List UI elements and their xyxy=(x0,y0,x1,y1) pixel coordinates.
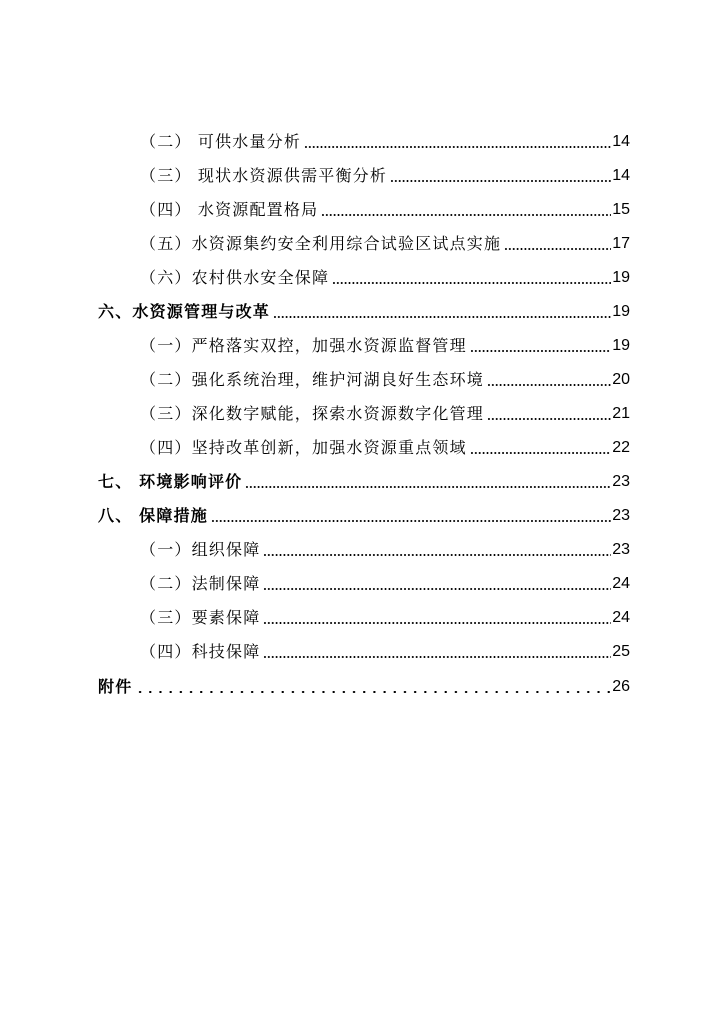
toc-entry-label: （二） 可供水量分析 xyxy=(140,132,302,151)
toc-entry[interactable] xyxy=(140,366,630,394)
toc-entry[interactable] xyxy=(140,128,630,156)
toc-entry[interactable] xyxy=(140,638,630,666)
toc-entry-label: （四）坚持改革创新，加强水资源重点领域 xyxy=(140,438,467,457)
toc-entry[interactable] xyxy=(140,162,630,190)
toc-appendix[interactable] xyxy=(98,673,630,701)
toc-entry-label: （三） 现状水资源供需平衡分析 xyxy=(140,166,388,185)
toc-entry-page: 20 xyxy=(612,371,630,388)
toc-entry-label: （六）农村供水安全保障 xyxy=(140,268,330,287)
toc-appendix-label: 附件 xyxy=(98,677,133,696)
toc-entry-label: （三）要素保障 xyxy=(140,608,261,627)
toc-entry-page: 23 xyxy=(612,541,630,558)
toc-entry-page: 24 xyxy=(612,575,630,592)
toc-entry-label: （五）水资源集约安全利用综合试验区试点实施 xyxy=(140,234,502,253)
dot-leader xyxy=(263,588,611,590)
dot-leader xyxy=(390,180,611,182)
dot-leader xyxy=(470,350,611,352)
dot-leader xyxy=(487,418,611,420)
toc-chapter-label: 七、 环境影响评价 xyxy=(98,472,243,491)
toc-entry[interactable] xyxy=(140,434,630,462)
dot-leader xyxy=(211,520,611,522)
toc-entry-label: （四） 水资源配置格局 xyxy=(140,200,319,219)
toc-entry-page: 22 xyxy=(612,439,630,456)
dot-leader xyxy=(263,656,611,658)
toc-entry-page: 19 xyxy=(612,337,630,354)
toc-entry-page: 14 xyxy=(612,133,630,150)
dot-leader xyxy=(470,452,611,454)
toc-chapter[interactable] xyxy=(98,502,630,530)
toc-chapter-label: 六、水资源管理与改革 xyxy=(98,302,271,321)
toc-entry[interactable] xyxy=(140,400,630,428)
dot-leader xyxy=(321,214,611,216)
toc-entry-page: 15 xyxy=(612,201,630,218)
toc-entry[interactable] xyxy=(140,264,630,292)
toc-entry-page: 24 xyxy=(612,609,630,626)
toc-entry-page: 21 xyxy=(612,405,630,422)
dot-leader xyxy=(135,691,611,693)
toc-entry-page: 19 xyxy=(612,269,630,286)
toc-chapter[interactable] xyxy=(98,298,630,326)
toc-entry-label: （一）严格落实双控，加强水资源监督管理 xyxy=(140,336,467,355)
dot-leader xyxy=(487,384,611,386)
toc-entry[interactable] xyxy=(140,604,630,632)
toc-entry[interactable] xyxy=(140,536,630,564)
toc-entry[interactable] xyxy=(140,332,630,360)
dot-leader xyxy=(263,622,611,624)
toc-entry-label: （一）组织保障 xyxy=(140,540,261,559)
toc-chapter-page: 19 xyxy=(612,303,630,320)
dot-leader xyxy=(273,316,611,318)
dot-leader xyxy=(304,146,611,148)
toc-entry-label: （二）法制保障 xyxy=(140,574,261,593)
toc-entry-page: 17 xyxy=(612,235,630,252)
dot-leader xyxy=(245,486,611,488)
toc-entry[interactable] xyxy=(140,230,630,258)
toc-entry-label: （三）深化数字赋能，探索水资源数字化管理 xyxy=(140,404,485,423)
toc-chapter-page: 23 xyxy=(612,473,630,490)
toc-chapter[interactable] xyxy=(98,468,630,496)
toc-entry-label: （二）强化系统治理，维护河湖良好生态环境 xyxy=(140,370,485,389)
toc-appendix-page: 26 xyxy=(612,678,630,695)
toc-entry[interactable] xyxy=(140,570,630,598)
toc-entry-label: （四）科技保障 xyxy=(140,642,261,661)
toc-entry[interactable] xyxy=(140,196,630,224)
dot-leader xyxy=(504,248,611,250)
dot-leader xyxy=(263,554,611,556)
dot-leader xyxy=(332,282,611,284)
toc-chapter-label: 八、 保障措施 xyxy=(98,506,208,525)
toc-entry-page: 25 xyxy=(612,643,630,660)
toc-chapter-page: 23 xyxy=(612,507,630,524)
toc-entry-page: 14 xyxy=(612,167,630,184)
